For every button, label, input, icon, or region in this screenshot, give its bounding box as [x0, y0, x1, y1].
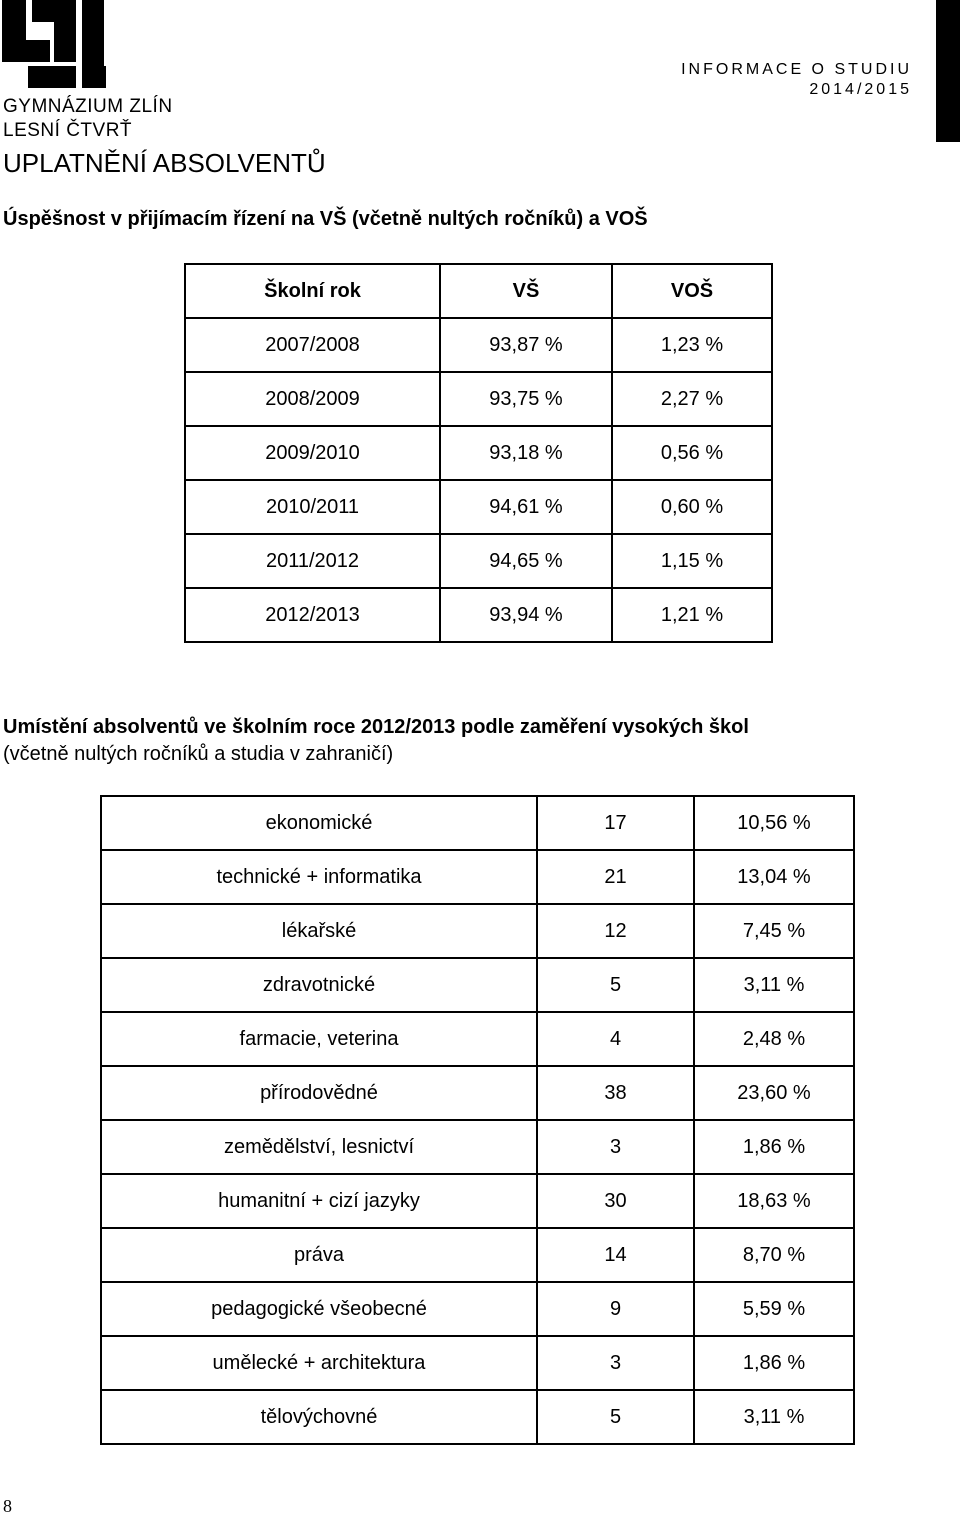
school-year-cell: 2012/2013	[185, 588, 440, 642]
field-cell: pedagogické všeobecné	[101, 1282, 537, 1336]
table-row	[185, 588, 772, 642]
vs-percent-cell: 93,94 %	[440, 588, 612, 642]
percent-cell: 13,04 %	[694, 850, 854, 904]
count-cell: 5	[537, 958, 694, 1012]
count-cell: 17	[537, 796, 694, 850]
table-row	[185, 318, 772, 372]
field-cell: technické + informatika	[101, 850, 537, 904]
count-cell: 9	[537, 1282, 694, 1336]
percent-cell: 5,59 %	[694, 1282, 854, 1336]
percent-cell: 1,86 %	[694, 1336, 854, 1390]
table-row	[101, 958, 854, 1012]
field-cell: farmacie, veterina	[101, 1012, 537, 1066]
field-cell: zdravotnické	[101, 958, 537, 1012]
table-row	[185, 372, 772, 426]
field-cell: humanitní + cizí jazyky	[101, 1174, 537, 1228]
vos-percent-cell: 2,27 %	[612, 372, 772, 426]
table-row	[101, 850, 854, 904]
field-cell: práva	[101, 1228, 537, 1282]
percent-cell: 18,63 %	[694, 1174, 854, 1228]
vos-percent-cell: 1,21 %	[612, 588, 772, 642]
count-cell: 4	[537, 1012, 694, 1066]
placement-title	[3, 714, 749, 768]
field-cell: ekonomické	[101, 796, 537, 850]
admission-header-row	[185, 264, 772, 318]
field-cell: přírodovědné	[101, 1066, 537, 1120]
vs-percent-cell: 93,75 %	[440, 372, 612, 426]
page-number: 8	[3, 1496, 12, 1516]
table-row	[185, 480, 772, 534]
section-title: UPLATNĚNÍ ABSOLVENTŮ	[3, 148, 326, 178]
table-row	[101, 1228, 854, 1282]
school-name-line1: GYMNÁZIUM ZLÍN	[3, 96, 173, 117]
field-cell: umělecké + architektura	[101, 1336, 537, 1390]
count-cell: 12	[537, 904, 694, 958]
count-cell: 3	[537, 1120, 694, 1174]
field-cell: zemědělství, lesnictví	[101, 1120, 537, 1174]
count-cell: 21	[537, 850, 694, 904]
vos-percent-cell: 1,23 %	[612, 318, 772, 372]
percent-cell: 23,60 %	[694, 1066, 854, 1120]
percent-cell: 7,45 %	[694, 904, 854, 958]
table-row	[101, 1336, 854, 1390]
school-year-cell: 2008/2009	[185, 372, 440, 426]
field-cell: lékařské	[101, 904, 537, 958]
count-cell: 30	[537, 1174, 694, 1228]
column-header-vs: VŠ	[440, 264, 612, 318]
school-year-cell: 2007/2008	[185, 318, 440, 372]
table-row	[101, 796, 854, 850]
column-header-year: Školní rok	[185, 264, 440, 318]
percent-cell: 3,11 %	[694, 1390, 854, 1444]
vs-percent-cell: 93,87 %	[440, 318, 612, 372]
vs-percent-cell: 93,18 %	[440, 426, 612, 480]
table-row	[101, 1282, 854, 1336]
column-header-vos: VOŠ	[612, 264, 772, 318]
document-year: 2014/2015	[809, 81, 912, 98]
percent-cell: 2,48 %	[694, 1012, 854, 1066]
school-name-line2: LESNÍ ČTVRŤ	[3, 120, 133, 141]
count-cell: 3	[537, 1336, 694, 1390]
vs-percent-cell: 94,61 %	[440, 480, 612, 534]
vs-percent-cell: 94,65 %	[440, 534, 612, 588]
table-row	[185, 426, 772, 480]
document-title: INFORMACE O STUDIU	[681, 61, 912, 78]
vos-percent-cell: 0,60 %	[612, 480, 772, 534]
table-row	[101, 1012, 854, 1066]
school-year-cell: 2011/2012	[185, 534, 440, 588]
placement-table	[100, 795, 855, 1445]
school-year-cell: 2009/2010	[185, 426, 440, 480]
admission-table	[184, 263, 773, 643]
admission-title: Úspěšnost v přijímacím řízení na VŠ (včetně nultých ročníků) a VOŠ	[3, 208, 648, 230]
table-row	[101, 1390, 854, 1444]
percent-cell: 1,86 %	[694, 1120, 854, 1174]
table-row	[101, 1120, 854, 1174]
placement-title-bold: Umístění absolventů ve školním roce 2012/2013 podle zaměření vysokých škol	[3, 716, 749, 738]
edge-bar	[936, 0, 960, 142]
count-cell: 14	[537, 1228, 694, 1282]
school-year-cell: 2010/2011	[185, 480, 440, 534]
vos-percent-cell: 1,15 %	[612, 534, 772, 588]
table-row	[101, 904, 854, 958]
table-row	[101, 1066, 854, 1120]
document-header	[681, 60, 912, 100]
count-cell: 38	[537, 1066, 694, 1120]
vos-percent-cell: 0,56 %	[612, 426, 772, 480]
placement-title-note: (včetně nultých ročníků a studia v zahraničí)	[3, 743, 394, 765]
table-row	[185, 534, 772, 588]
school-logo	[2, 0, 106, 88]
field-cell: tělovýchovné	[101, 1390, 537, 1444]
percent-cell: 10,56 %	[694, 796, 854, 850]
percent-cell: 3,11 %	[694, 958, 854, 1012]
school-name	[3, 95, 173, 143]
count-cell: 5	[537, 1390, 694, 1444]
percent-cell: 8,70 %	[694, 1228, 854, 1282]
table-row	[101, 1174, 854, 1228]
